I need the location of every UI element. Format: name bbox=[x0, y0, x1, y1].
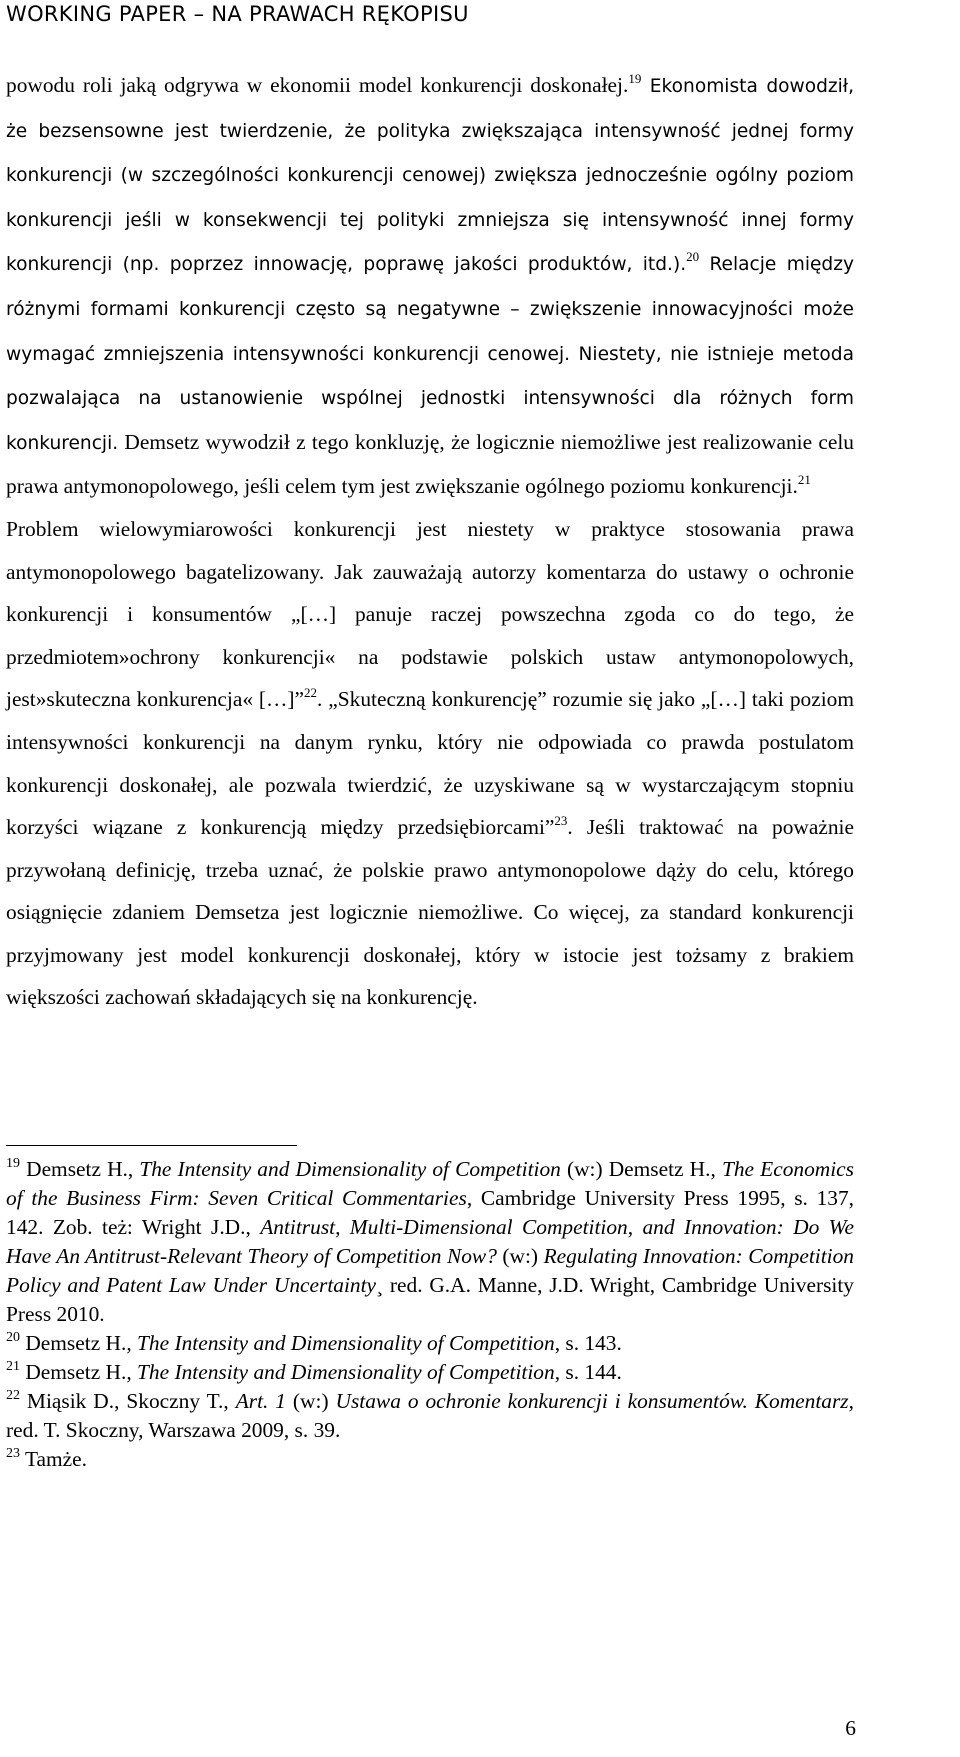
footnote-text: Demsetz H., bbox=[20, 1360, 138, 1384]
footnote-ref-19[interactable]: 19 bbox=[628, 71, 642, 86]
footnote-text: (w:) Demsetz H., bbox=[560, 1157, 722, 1181]
footnote-text: (w:) bbox=[286, 1389, 336, 1413]
p2-text-a: Problem wielowymiarowości konkurencji jest niestety w praktyce stosowania prawa antymonopolowego bagatelizowany. Jak zauważają autorzy komentarza do ustawy o ochronie konkurencji i konsumentów „[…] panuje raczej powszechna zgoda co do tego, że przedmiotem»ochrony konkurencji« na podstawie polskich ustaw antymonopolowych, jest»skuteczna konkurencja« […]” bbox=[6, 516, 854, 712]
footnote-title: Ustawa o ochronie konkurencji i konsumentów. Komentarz bbox=[335, 1389, 849, 1413]
footnote-number: 19 bbox=[6, 1156, 20, 1171]
footnote-text: , s. 143. bbox=[554, 1331, 622, 1355]
footnote-text: , Cambridge University Press 1995, s. 137, 142. Zob. też: Wright J.D., bbox=[6, 1186, 855, 1239]
footnote-text: Tamże. bbox=[20, 1447, 88, 1471]
footnote-number: 22 bbox=[6, 1388, 20, 1403]
footnote-title: The Economics of the Business Firm: Seven Critical Commentaries bbox=[6, 1157, 854, 1210]
footnote-text: Demsetz H., bbox=[20, 1157, 140, 1181]
footnote-separator bbox=[6, 1145, 297, 1146]
footnote-number: 20 bbox=[6, 1330, 20, 1345]
footnote-22 bbox=[6, 1387, 854, 1445]
p1-text-c: Relacje między różnymi formami konkurencji często są negatywne – zwiększenie innowacyjności może wymagać zmniejszenia intensywności konkurencji cenowej. Niestety, nie istnieje metoda pozwalająca na ustanowienie wspólnej jednostki intensywności dla różnych form konkurencji. bbox=[6, 254, 854, 454]
footnotes bbox=[6, 1155, 854, 1474]
paragraph-2 bbox=[6, 508, 854, 1019]
footnote-text: , s. 144. bbox=[554, 1360, 622, 1384]
paragraph-1 bbox=[6, 64, 854, 508]
footnote-20 bbox=[6, 1329, 854, 1358]
footnote-title: Regulating Innovation: Competition Policy and Patent Law Under Uncertainty bbox=[6, 1244, 854, 1297]
footnote-text: Demsetz H., bbox=[20, 1331, 138, 1355]
running-header: WORKING PAPER – NA PRAWACH RĘKOPISU bbox=[6, 2, 469, 26]
footnote-ref-23[interactable]: 23 bbox=[554, 813, 568, 829]
p1-text-d: Demsetz wywodził z tego konkluzję, że logicznie niemożliwe jest realizowanie celu prawa antymonopolowego, jeśli celem tym jest zwiększanie ogólnego poziomu konkurencji. bbox=[6, 429, 854, 499]
footnote-ref-22[interactable]: 22 bbox=[304, 685, 318, 701]
p1-text-a: powodu roli jaką odgrywa w ekonomii model konkurencji doskonałej. bbox=[6, 73, 629, 97]
footnote-title: The Intensity and Dimensionality of Competition bbox=[137, 1360, 555, 1384]
footnote-title: The Intensity and Dimensionality of Competition bbox=[137, 1331, 555, 1355]
main-text bbox=[6, 64, 854, 1019]
p2-text-b: . „Skuteczną konkurencję” rozumie się jako „[…] taki poziom intensywności konkurencji na danym rynku, który nie odpowiada co prawda postulatom konkurencji doskonałej, ale pozwala twierdzić, że uzyskiwane są w wystarczającym stopniu korzyści wiązane z konkurencją między przedsiębiorcami” bbox=[6, 687, 854, 840]
footnote-23 bbox=[6, 1445, 854, 1474]
page-number: 6 bbox=[845, 1716, 856, 1740]
footnote-title: The Intensity and Dimensionality of Competition bbox=[139, 1157, 561, 1181]
footnote-ref-20[interactable]: 20 bbox=[686, 249, 700, 265]
footnote-text: ¸ red. G.A. Manne, J.D. Wright, Cambridge University Press 2010. bbox=[6, 1273, 854, 1326]
footnote-19 bbox=[6, 1155, 854, 1329]
footnote-title: Art. 1 bbox=[235, 1389, 286, 1413]
p2-text-c: . Jeśli traktować na poważnie przywołaną definicję, trzeba uznać, że polskie prawo antymonopolowe dąży do celu, którego osiągnięcie zdaniem Demsetza jest logicznie niemożliwe. Co więcej, za standard konkurencji przyjmowany jest model konkurencji doskonałej, który w istocie jest tożsamy z brakiem większości zachowań składających się na konkurencję. bbox=[6, 815, 854, 1010]
p1-text-b: Ekonomista dowodził, że bezsensowne jest twierdzenie, że polityka zwiększająca intensywność jednej formy konkurencji (w szczególności konkurencji cenowej) zwiększa jednocześnie ogólny poziom konkurencji jeśli w konsekwencji tej polityki zmniejsza się intensywność innej formy konkurencji (np. poprzez innowację, poprawę jakości produktów, itd.). bbox=[6, 76, 855, 276]
footnote-21 bbox=[6, 1358, 854, 1387]
footnote-text: (w:) bbox=[496, 1244, 544, 1268]
footnote-number: 23 bbox=[6, 1446, 20, 1461]
footnote-text: Miąsik D., Skoczny T., bbox=[20, 1389, 236, 1413]
footnote-text: , red. T. Skoczny, Warszawa 2009, s. 39. bbox=[6, 1389, 854, 1442]
footnote-number: 21 bbox=[6, 1359, 20, 1374]
footnote-title: Antitrust, Multi-Dimensional Competition, and Innovation: Do We Have An Antitrust-Relevant Theory of Competition Now? bbox=[6, 1215, 855, 1268]
footnote-ref-21[interactable]: 21 bbox=[797, 472, 811, 488]
